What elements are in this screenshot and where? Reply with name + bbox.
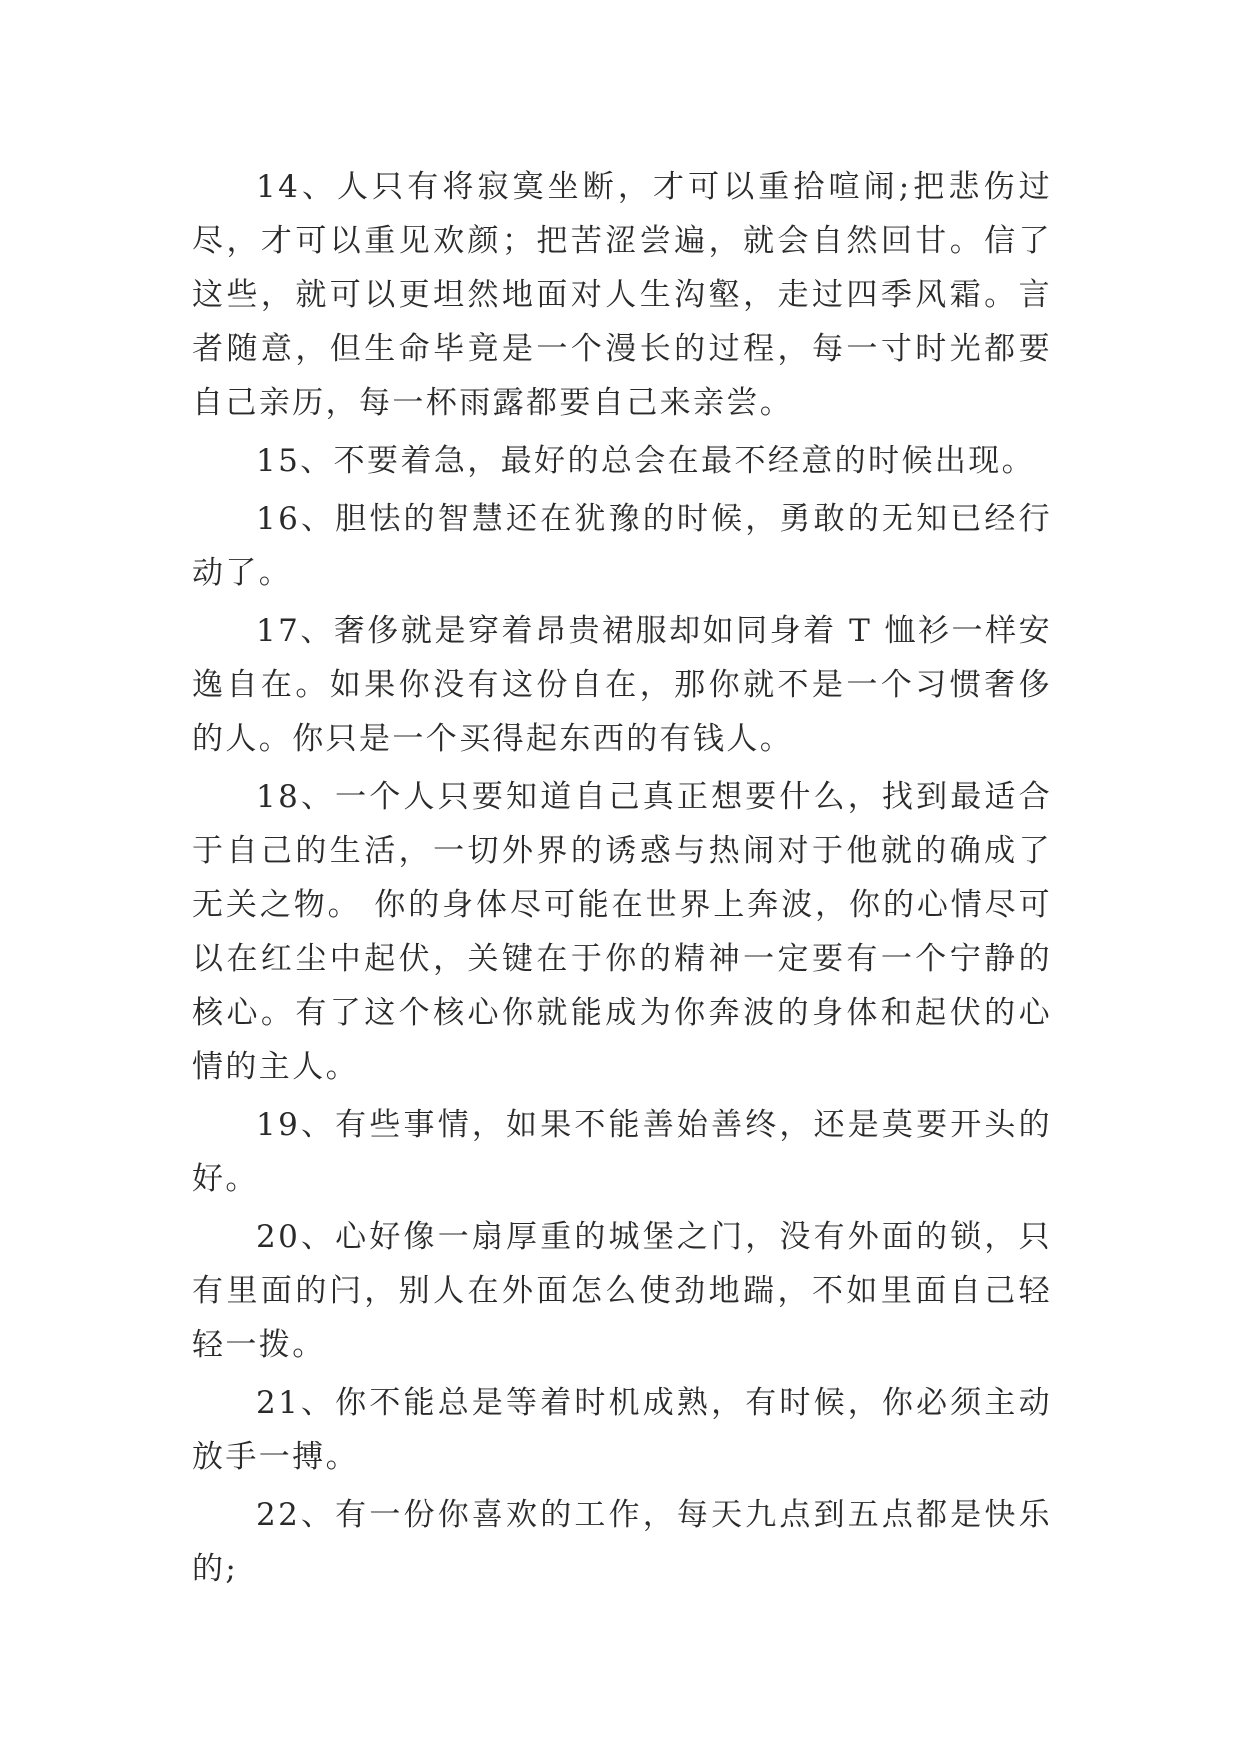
paragraph-16: 16、胆怯的智慧还在犹豫的时候，勇敢的无知已经行动了。 bbox=[192, 501, 1052, 591]
paragraph-21: 21、你不能总是等着时机成熟，有时候，你必须主动放手一搏。 bbox=[192, 1385, 1052, 1475]
paragraph-14: 14、人只有将寂寞坐断，才可以重拾喧闹;把悲伤过尽，才可以重见欢颜；把苦涩尝遍，就会自然回甘。信了这些，就可以更坦然地面对人生沟壑，走过四季风霜。言者随意，但生命毕竟是一个漫长的过程，每一寸时光都要自己亲历，每一杯雨露都要自己来亲尝。 bbox=[192, 169, 1052, 421]
paragraph-18: 18、一个人只要知道自己真正想要什么，找到最适合于自己的生活，一切外界的诱惑与热闹对于他就的确成了无关之物。 你的身体尽可能在世界上奔波，你的心情尽可以在红尘中起伏，关键在于你的精神一定要有一个宁静的核心。有了这个核心你就能成为你奔波的身体和起伏的心情的主人。 bbox=[192, 779, 1052, 1085]
paragraph-22: 22、有一份你喜欢的工作，每天九点到五点都是快乐的; bbox=[192, 1497, 1052, 1587]
paragraph-19: 19、有些事情，如果不能善始善终，还是莫要开头的好。 bbox=[192, 1107, 1052, 1197]
document-body bbox=[192, 160, 1052, 1600]
paragraph-15: 15、不要着急，最好的总会在最不经意的时候出现。 bbox=[256, 443, 1036, 479]
paragraph-17: 17、奢侈就是穿着昂贵裙服却如同身着 T 恤衫一样安逸自在。如果你没有这份自在，那你就不是一个习惯奢侈的人。你只是一个买得起东西的有钱人。 bbox=[192, 613, 1052, 757]
paragraph-20: 20、心好像一扇厚重的城堡之门，没有外面的锁，只有里面的闩，别人在外面怎么使劲地踹，不如里面自己轻轻一拨。 bbox=[192, 1219, 1052, 1363]
